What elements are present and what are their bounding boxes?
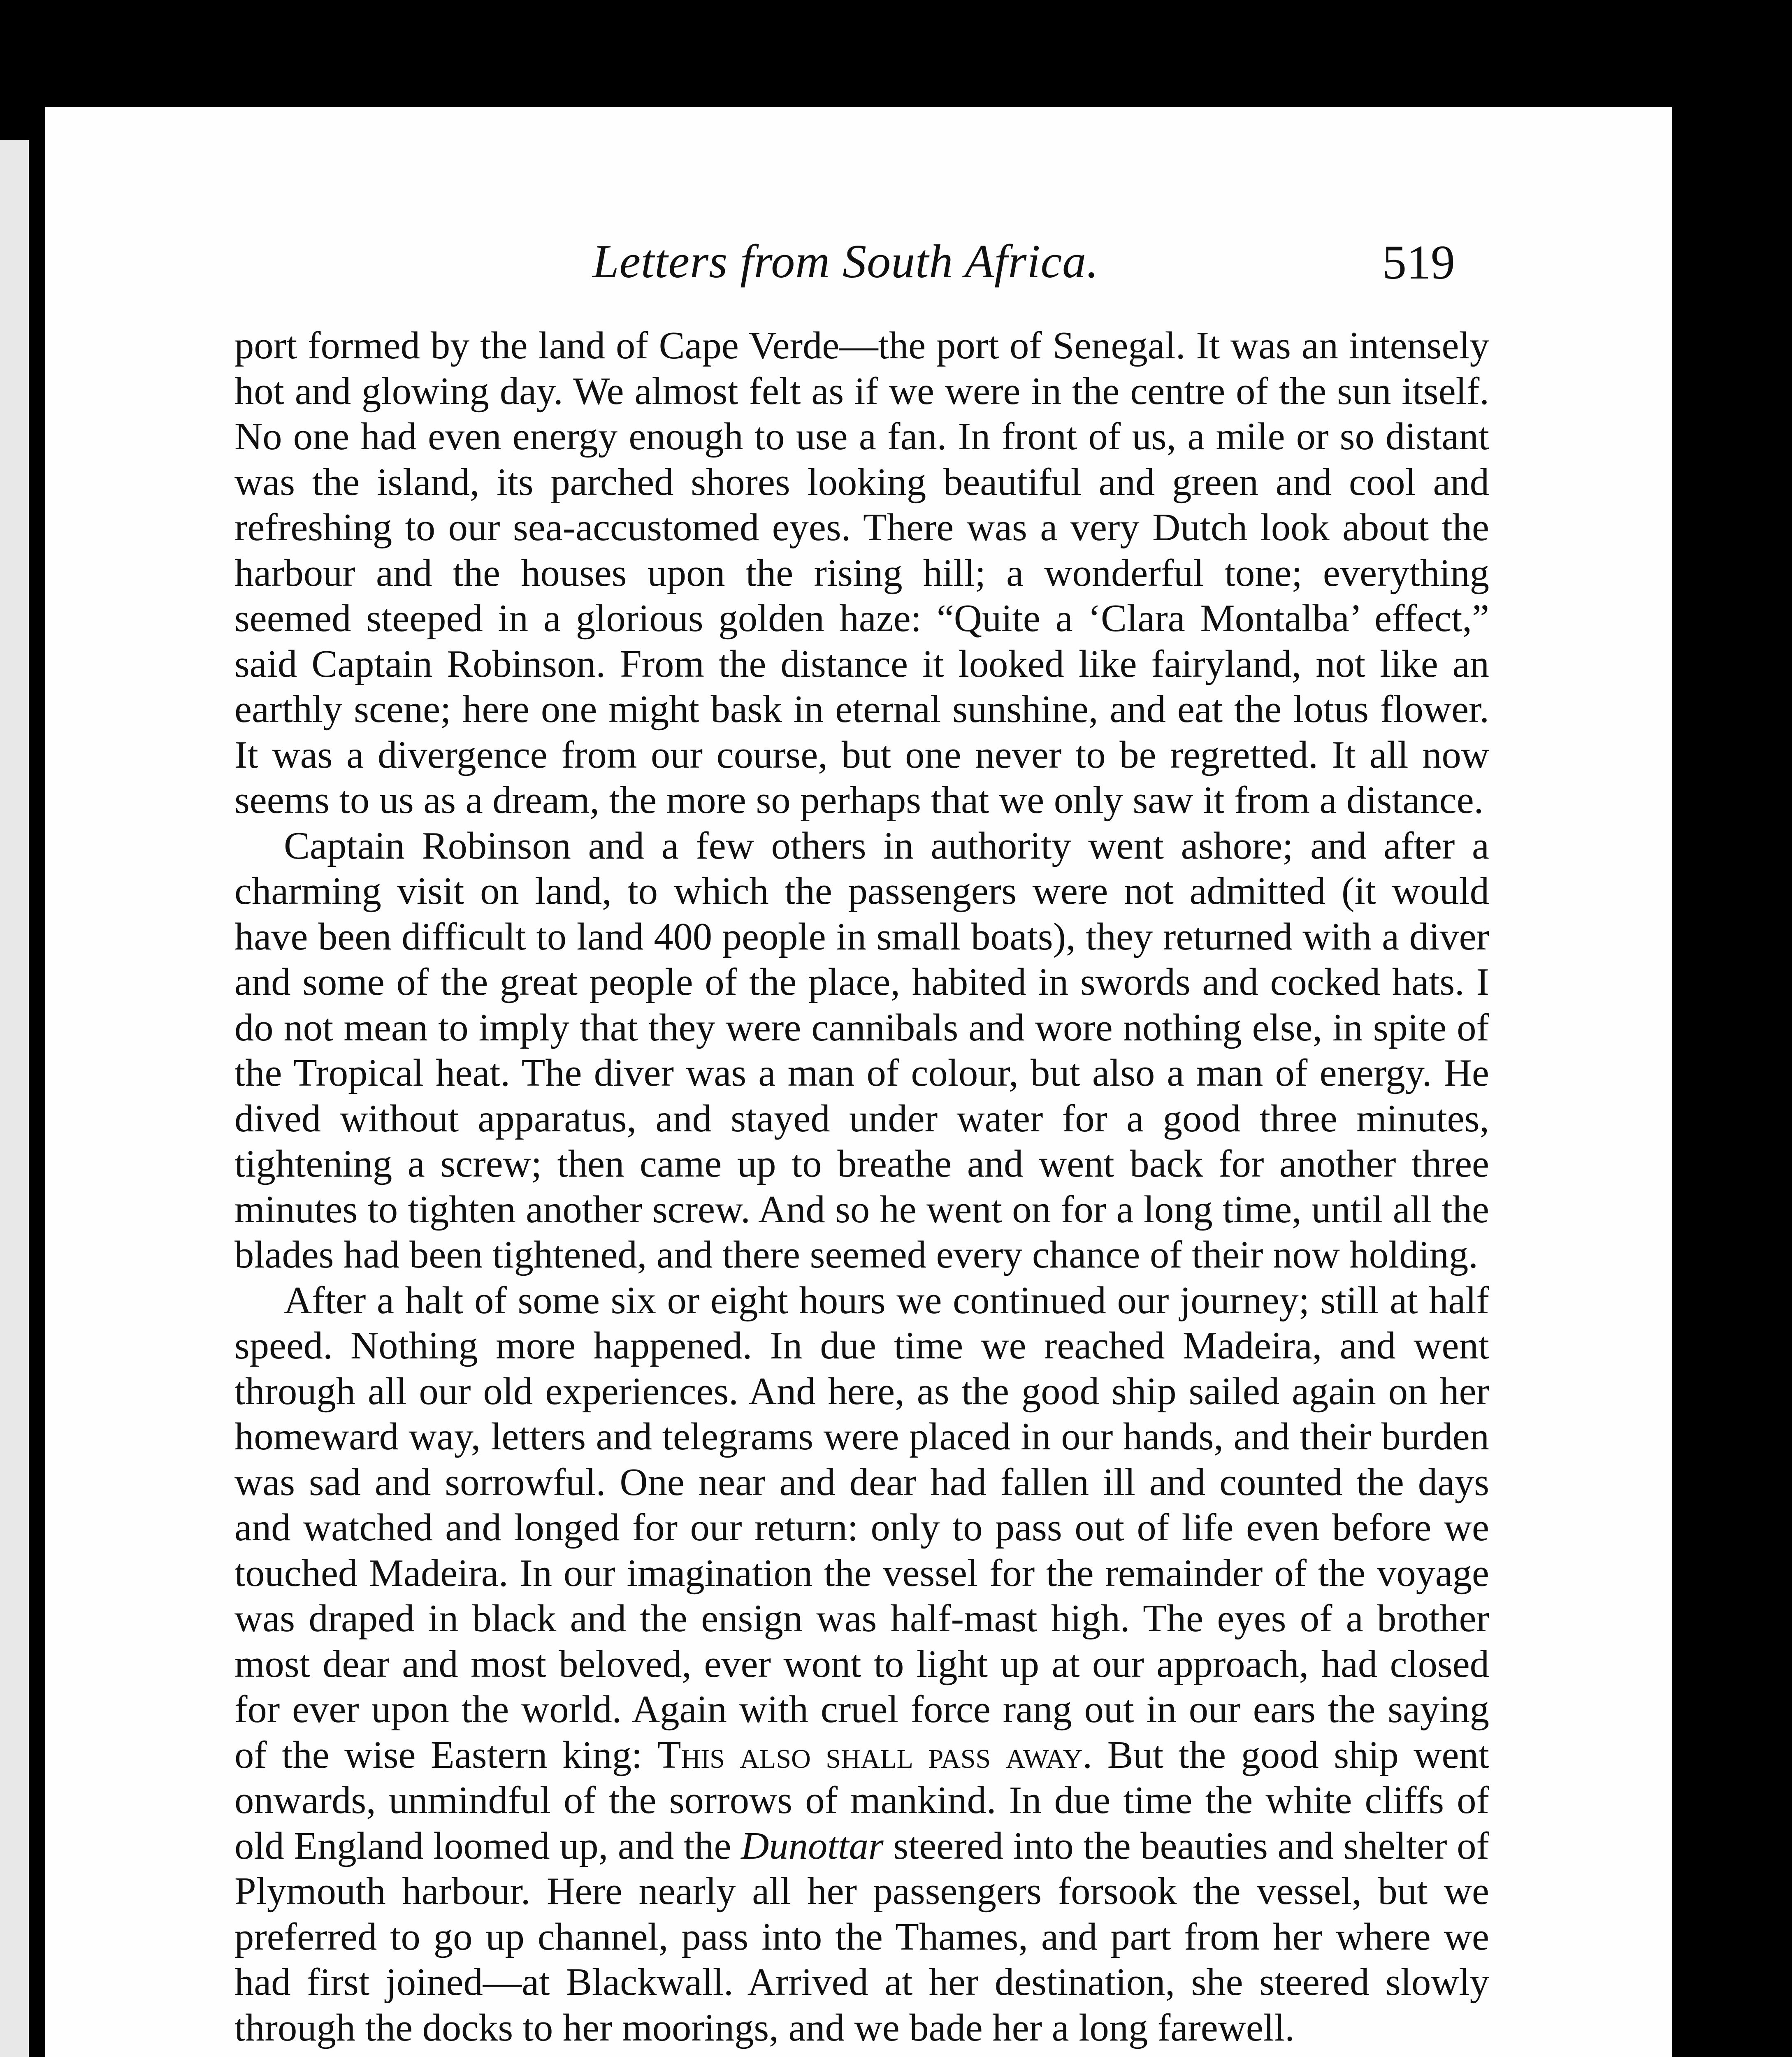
- page-header: [45, 230, 1672, 296]
- book-page: [45, 107, 1672, 2057]
- paragraph-3-text-c: steered into the beauties and shelter of Plymouth harbour. Here nearly all her passengers forsook the vessel, but we preferred to go up channel, pass into the Thames, and part from her where we had first joined—at Blackwall. Arrived at her destination, she steered slowly through the docks to her moorings, and we bade her a long farewell.: [234, 1824, 1489, 2049]
- proverb-small-caps: This also shall pass away.: [657, 1733, 1093, 1776]
- body-text: [234, 323, 1489, 2057]
- paragraph-2: Captain Robinson and a few others in authority went ashore; and after a charming visit on land, to which the passengers were not admitted (it would have been difficult to land 400 people in small boats), they returned with a diver and some of the great people of the place, habited in swords and cocked hats. I do not mean to imply that they were cannibals and wore nothing else, in spite of the Tropical heat. The diver was a man of colour, but also a man of energy. He dived without apparatus, and stayed under water for a good three minutes, tightening a screw; then came up to breathe and went back for another three minutes to tighten another screw. And so he went on for a long time, until all the blades had been tightened, and there seemed every chance of their now holding.: [234, 824, 1489, 1276]
- paragraph-3: [234, 1278, 1489, 2051]
- paragraph-3-text-b: But the good ship went onwards, unmindful of the sorrows of mankind. In due time the white cliffs of old England loomed up, and the: [234, 1733, 1489, 1867]
- running-title: Letters from South Africa.: [592, 235, 1099, 288]
- paragraph-1: port formed by the land of Cape Verde—the port of Senegal. It was an intensely hot and glowing day. We almost felt as if we were in the centre of the sun itself. No one had even energy enough to use a fan. In front of us, a mile or so distant was the island, its parched shores looking beautiful and green and cool and refreshing to our sea-accustomed eyes. There was a very Dutch look about the harbour and the houses upon the rising hill; a wonderful tone; everything seemed steeped in a glorious golden haze: “Quite a ‘Clara Montalba’ effect,” said Captain Robinson. From the distance it looked like fairyland, not like an earthly scene; here one might bask in eternal sunshine, and eat the lotus flower. It was a divergence from our course, but one never to be regretted. It all now seems to us as a dream, the more so perhaps that we only saw it from a distance.: [234, 324, 1489, 822]
- facing-page-edge: [0, 140, 29, 2057]
- page-number: 519: [1382, 235, 1455, 289]
- paragraph-3-text-a: After a halt of some six or eight hours we continued our journey; still at half speed. Nothing more happened. In due time we reached Madeira, and went through all our old experiences. And here, as the good ship sailed again on her homeward way, letters and telegrams were placed in our hands, and their burden was sad and sorrowful. One near and dear had fallen ill and counted the days and watched and longed for our return: only to pass out of life even before we touched Madeira. In our imagination the vessel for the remainder of the voyage was draped in black and the ensign was half-mast high. The eyes of a brother most dear and most beloved, ever wont to light up at our approach, had closed for ever upon the world. Again with cruel force rang out in our ears the saying of the wise Eastern king:: [234, 1279, 1489, 1776]
- ship-name: Dunottar: [741, 1824, 884, 1867]
